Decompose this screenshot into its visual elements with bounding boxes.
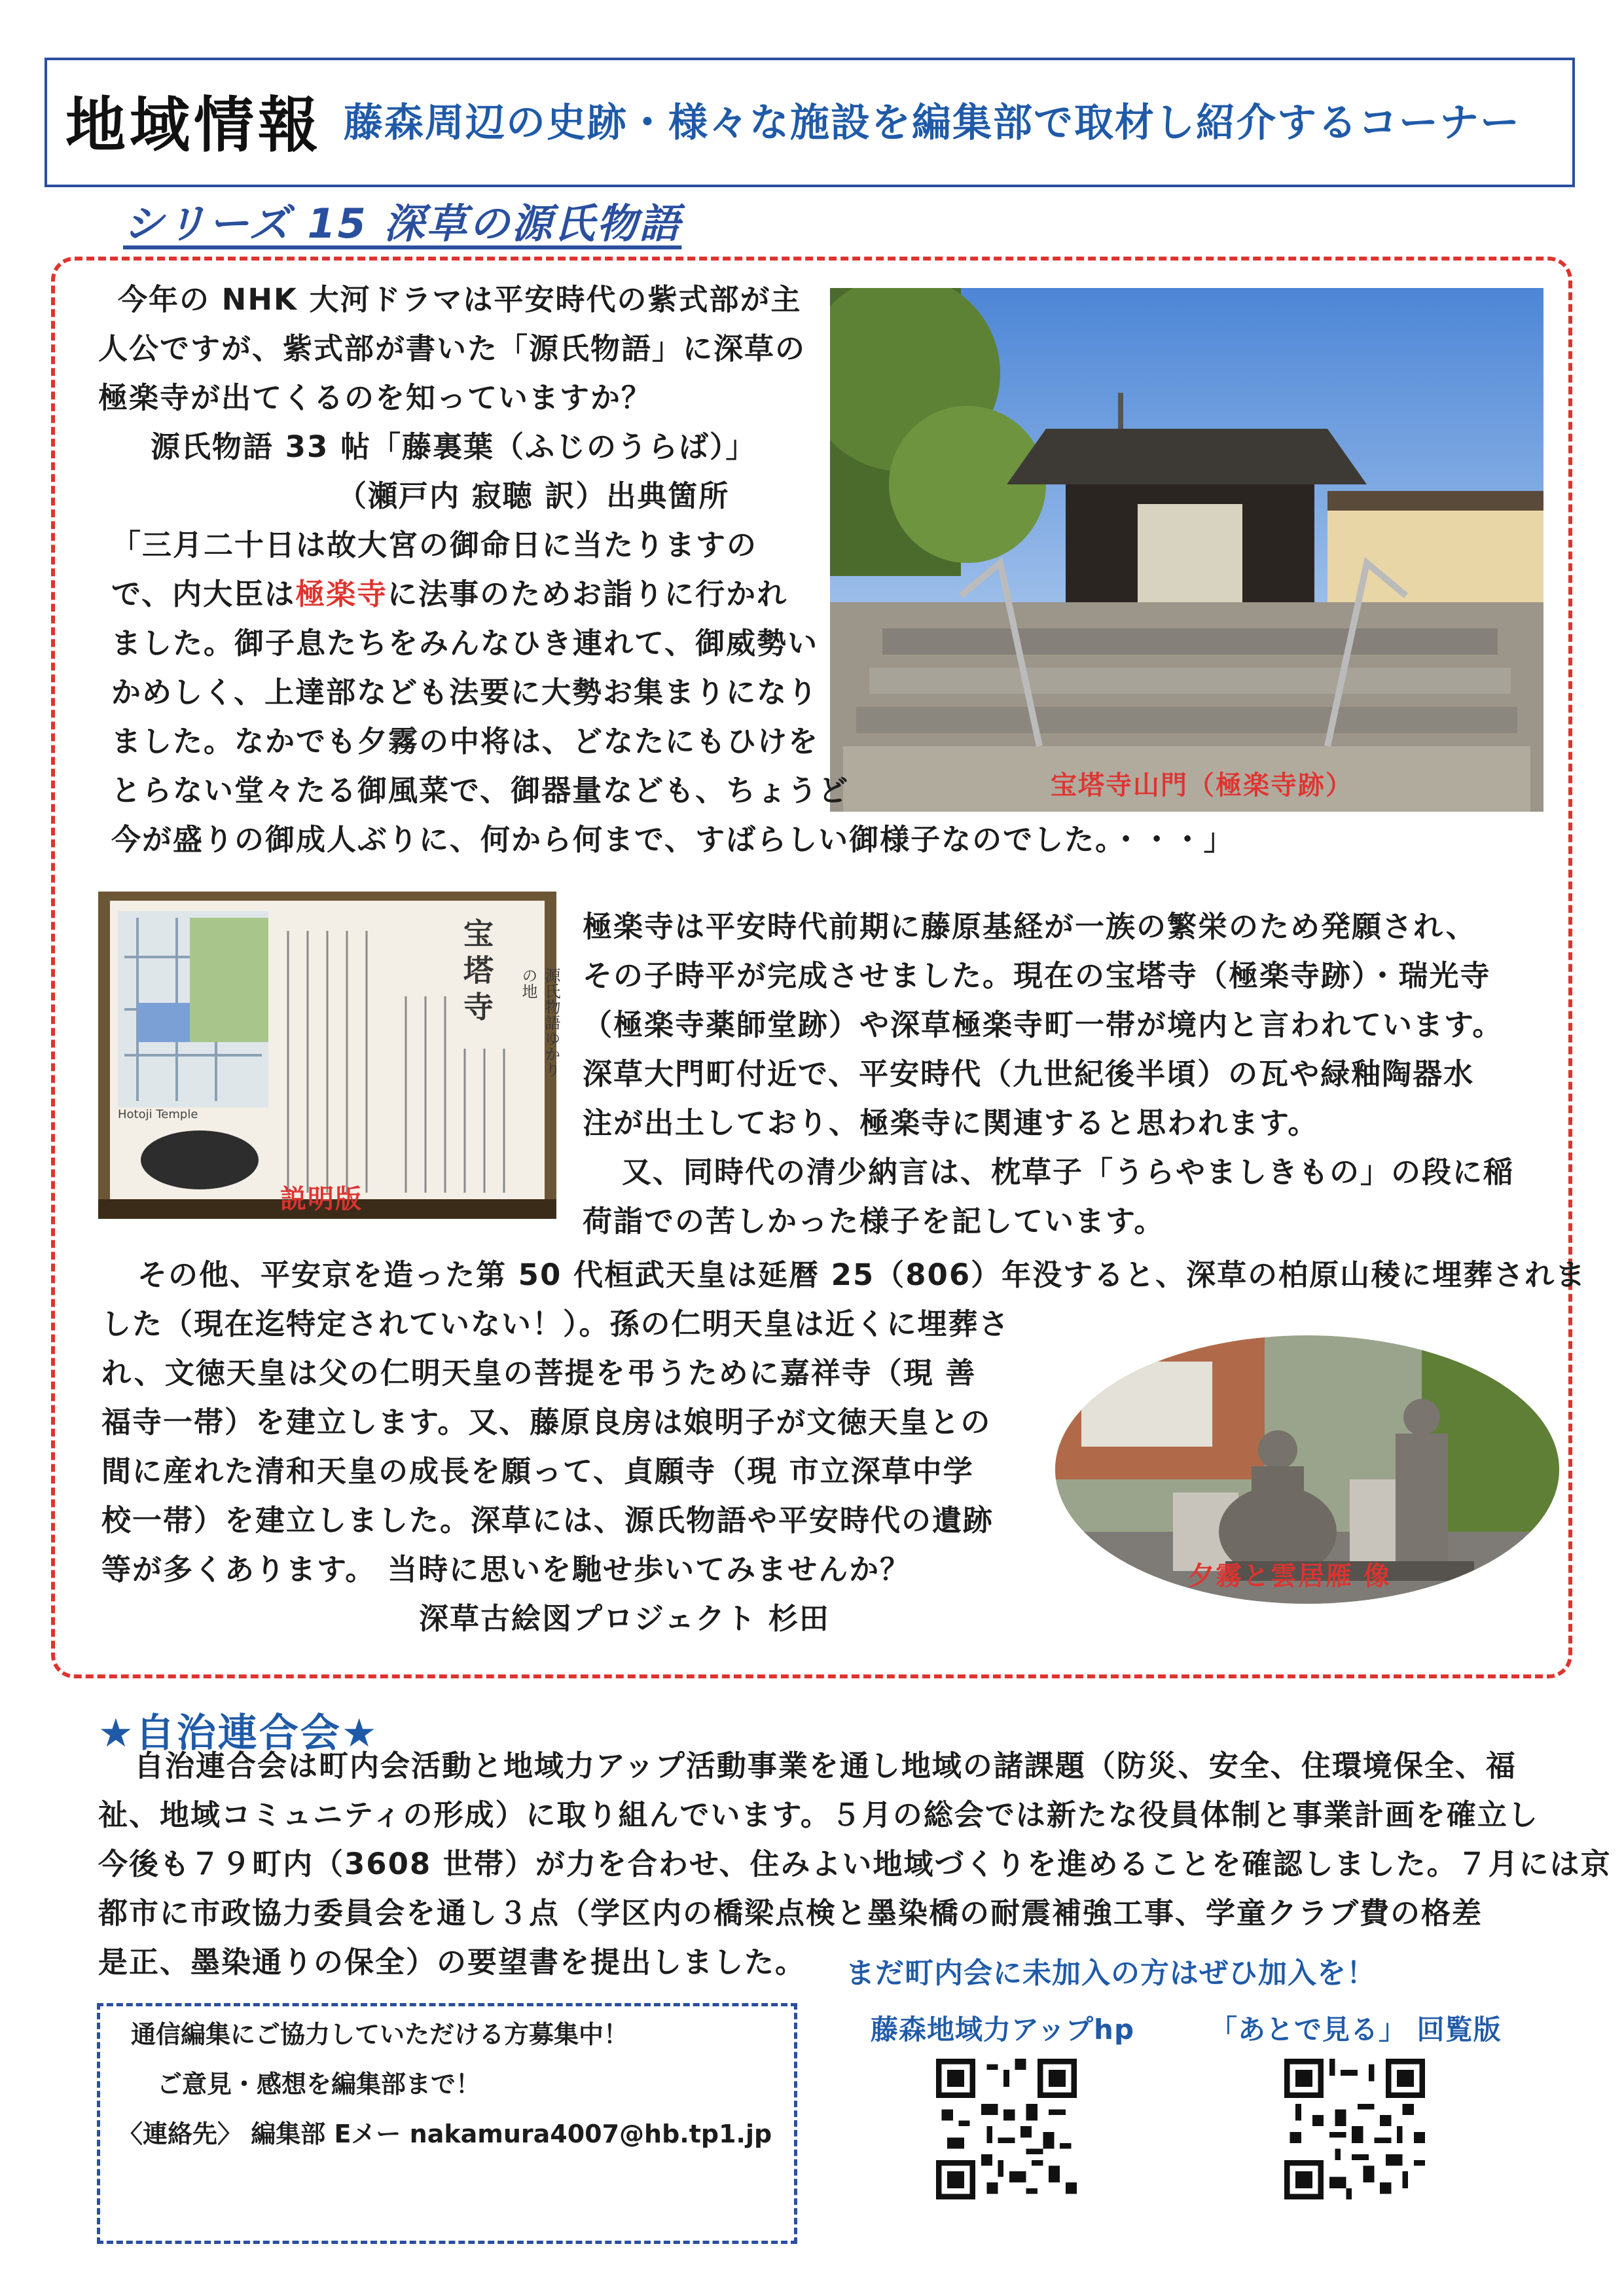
qr-label-hp: 藤森地域力アップhp xyxy=(871,2014,1135,2046)
sign-caption: 説明版 xyxy=(280,1184,363,1214)
quote-line: ました。御子息たちをみんなひき連れて、御威勢い xyxy=(111,626,819,660)
jichi-line: 是正、墨染通りの保全）の要望書を提出しました。 xyxy=(98,1945,806,1979)
notice-recruit: 通信編集にご協力していただける方募集中！ xyxy=(131,2020,629,2049)
middle-line: その子時平が完成させました。現在の宝塔寺（極楽寺跡）・瑞光寺 xyxy=(583,958,1491,993)
middle-line: 深草大門町付近で、平安時代（九世紀後半頃）の瓦や緑釉陶器水 xyxy=(583,1057,1475,1091)
series-title: シリーズ 15 深草の源氏物語 xyxy=(123,200,682,247)
quote-line: ました。なかでも夕霧の中将は、どなたにもひけを xyxy=(111,724,820,759)
temple-gate-caption: 宝塔寺山門（極楽寺跡） xyxy=(1051,770,1353,801)
lower-line: れ、文徳天皇は父の仁明天皇の菩提を弔うために嘉祥寺（現 善 xyxy=(101,1356,977,1390)
intro-line: 今年の NHK 大河ドラマは平安時代の紫式部が主 xyxy=(118,282,802,317)
quote-line: かめしく、上達部なども法要に大勢お集まりになり xyxy=(111,675,819,710)
intro-line: 極楽寺が出てくるのを知っていますか？ xyxy=(98,380,653,415)
qr-code-hp[interactable] xyxy=(936,2059,1077,2199)
lower-line: 間に産れた清和天皇の成長を願って、貞願寺（現 市立深草中学 xyxy=(101,1454,974,1489)
header-title: 地域情報 xyxy=(65,90,323,160)
notice-feedback: ご意見・感想を編集部まで！ xyxy=(157,2070,481,2099)
header-subtitle: 藤森周辺の史跡・様々な施設を編集部で取材し紹介するコーナー xyxy=(344,100,1521,146)
article-author: 深草古絵図プロジェクト 杉田 xyxy=(419,1601,830,1636)
middle-line: 注が出土しており、極楽寺に関連すると思われます。 xyxy=(583,1106,1319,1140)
intro-line: 源氏物語 33 帖「藤裏葉（ふじのうらば）」 xyxy=(151,429,757,464)
lower-line: 校一帯）を建立しました。深草には、源氏物語や平安時代の遺跡 xyxy=(101,1503,994,1538)
join-callout: まだ町内会に未加入の方はぜひ加入を！ xyxy=(846,1957,1376,1990)
lower-line: その他、平安京を造った第 50 代桓武天皇は延暦 25（806）年没すると、深草の柏原山稜に埋葬されま xyxy=(137,1257,1587,1292)
quote-line: 「三月二十日は故大宮の御命日に当たりますの xyxy=(111,528,758,562)
jichi-line: 自治連合会は町内会活動と地域力アップ活動事業を通し地域の諸課題（防災、安全、住環境保全、福 xyxy=(134,1748,1517,1783)
jichi-line: 都市に市政協力委員会を通し３点（学区内の橋梁点検と墨染橋の耐震補強工事、学童クラブ費の格差 xyxy=(98,1896,1483,1930)
middle-line: 極楽寺は平安時代前期に藤原基経が一族の繁栄のため発願され、 xyxy=(583,909,1477,944)
qr-code-kairanban-icon xyxy=(1284,2059,1425,2199)
quote-line: 今が盛りの御成人ぶりに、何から何まで、すばらしい御様子なのでした。・・・」 xyxy=(111,822,1235,857)
quote-line: で、内大臣は極楽寺に法事のためお詣りに行かれ xyxy=(111,577,788,611)
intro-block xyxy=(98,275,806,520)
quote-line: とらない堂々たる御風菜で、御器量なども、ちょうど xyxy=(111,773,850,808)
intro-line: 人公ですが、紫式部が書いた「源氏物語」に深草の xyxy=(98,331,806,366)
middle-line: （極楽寺薬師堂跡）や深草極楽寺町一帯が境内と言われています。 xyxy=(583,1007,1504,1042)
lower-line: 福寺一帯）を建立します。又、藤原良房は娘明子が文徳天皇との xyxy=(101,1405,992,1439)
intro-line: （瀬戸内 寂聴 訳）出典箇所 xyxy=(337,479,730,513)
qr-label-kairanban: 「あとで見る」 回覧版 xyxy=(1210,2014,1502,2046)
middle-block xyxy=(583,902,1514,1246)
lower-line: 等が多くあります。 当時に思いを馳せ歩いてみませんか？ xyxy=(101,1552,911,1587)
notice-content xyxy=(118,2010,772,2159)
qr-code-kairanban[interactable] xyxy=(1284,2059,1425,2199)
quote-block xyxy=(111,520,1235,864)
jichi-title: ★自治連合会★ xyxy=(98,1710,379,1756)
sign-title: 宝塔寺 xyxy=(459,918,494,1028)
statue-caption: 夕霧と雲居雁 像 xyxy=(1188,1561,1391,1591)
middle-line: 又、同時代の清少納言は、枕草子「うらやましきもの」の段に稲 xyxy=(622,1155,1515,1189)
sign-footer-text: Hotoji Temple xyxy=(118,1108,198,1121)
notice-contact: 〈連絡先〉 編集部 Eメー nakamura4007@hb.tp1.jp xyxy=(118,2120,772,2148)
lower-line: した（現在迄特定されていない！）。孫の仁明天皇は近くに埋葬さ xyxy=(101,1307,1010,1341)
jichi-line: 祉、地域コミュニティの形成）に取り組んでいます。５月の総会では新たな役員体制と事業計画を確立し xyxy=(98,1798,1539,1832)
sign-tag: 源氏物語ゆかりの地 xyxy=(519,967,560,1077)
qr-code-hp-icon xyxy=(936,2059,1077,2199)
middle-line: 荷詣での苦しかった様子を記しています。 xyxy=(583,1204,1165,1238)
jichi-line: 今後も７９町内（3608 世帯）が力を合わせ、住みよい地域づくりを進めることを確認しました。７月には京 xyxy=(98,1847,1612,1881)
gokurakuji-highlight: 極楽寺 xyxy=(295,577,388,611)
